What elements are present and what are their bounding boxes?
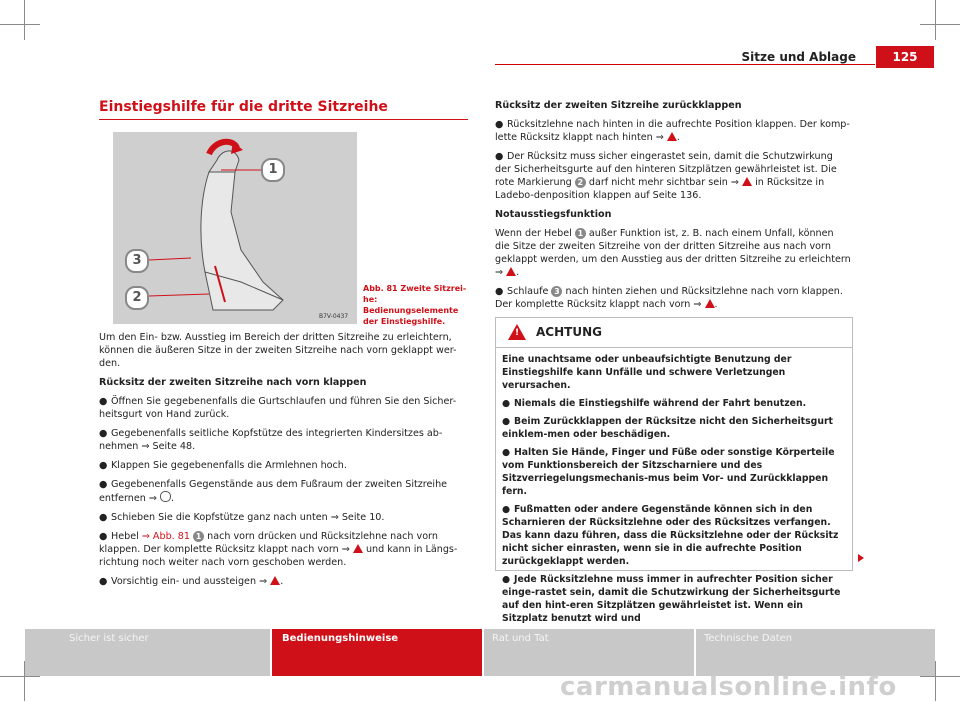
section-title: Einstiegshilfe für die dritte Sitzreihe — [99, 99, 388, 115]
list-item: ● Niemals die Einstiegshilfe während der Fahrt benutzen. — [502, 398, 807, 409]
figure-caption: Abb. 81 Zweite Sitzrei-he: Bedienungselemente der Einstiegshilfe. — [363, 284, 467, 326]
warning-icon — [270, 576, 280, 585]
callout-1: 1 — [261, 158, 285, 182]
list-item: ● Der Rücksitz muss sicher eingerastet sein, damit die Schutzwirkung der Sicherheitsgurte auf den hinteren Sitzplätzen gewährleistet ist. Die rote Markierung 2 darf nicht mehr sichtbar sein ⇒ in Rücksitze in Ladebo-denposition klappen auf Seite 136. — [495, 151, 837, 201]
list-item: ● Gegebenenfalls seitliche Kopfstütze des integrierten Kindersitzes ab-nehmen ⇒ Seite 48. — [99, 428, 443, 452]
warning-box — [495, 317, 853, 624]
seat-illustration — [113, 132, 357, 324]
list-item: ● Fußmatten oder andere Gegenstände können sich in den Scharnieren der Rücksitzlehne oder des Rücksitzes verfangen. Das kann dazu führen, dass die Rücksitzlehne oder der Rücksitz nicht sicher einrasten, wenn sie in die aufrechte Position zurückgeklappt werden. — [502, 504, 839, 567]
list-item: ● Schlaufe 3 nach hinten ziehen und Rücksitzlehne nach vorn klappen. Der komplette Rücksitz klappt nach vorn ⇒ . — [495, 286, 843, 310]
warning-icon — [667, 132, 677, 141]
footer-tab-active[interactable]: Bedienungshinweise — [272, 629, 482, 676]
header-rule — [495, 64, 875, 65]
crop-mark — [920, 24, 960, 25]
crop-mark — [935, 0, 936, 40]
list-item: ● Rücksitzlehne nach hinten in die aufrechte Position klappen. Der komp-lette Rücksitz klappt nach hinten ⇒ . — [495, 119, 850, 143]
left-column — [99, 331, 468, 594]
list-item: ● Öffnen Sie gegebenenfalls die Gurtschlaufen und führen Sie den Sicher-heitsgurt von Hand zurück. — [99, 396, 457, 420]
continue-arrow-icon — [858, 554, 864, 562]
running-header-title: Sitze und Ablage — [741, 50, 856, 64]
list-item: ● Klappen Sie gegebenenfalls die Armlehnen hoch. — [99, 460, 347, 471]
list-item: ● Halten Sie Hände, Finger und Füße oder sonstige Körperteile vom Funktionsbereich der Sitzscharniere und des Sitzverriegelungsmechanis-mus beim Vor- und Zurückklappen fern. — [502, 447, 835, 497]
watermark: carmanualsonline.info — [560, 672, 897, 702]
subheading: Notausstiegsfunktion — [495, 209, 612, 220]
callout-3: 3 — [125, 249, 149, 273]
crop-mark — [920, 676, 960, 677]
warning-icon — [742, 177, 752, 186]
list-item: ● Beim Zurückklappen der Rücksitze nicht den Sicherheitsgurt einklem-men oder beschädigen. — [502, 416, 833, 440]
crop-mark — [0, 676, 40, 677]
footer-tab[interactable]: Sicher ist sicher — [25, 629, 270, 676]
warning-icon — [506, 267, 516, 276]
callout-ref: 1 — [193, 531, 204, 542]
right-column — [495, 99, 851, 317]
list-item: ● Gegebenenfalls Gegenstände aus dem Fußraum der zweiten Sitzreihe entfernen ⇒ . — [99, 479, 448, 504]
callout-ref: 2 — [575, 177, 586, 188]
list-item: ● Hebel ⇒ Abb. 81 1 nach vorn drücken und Rücksitzlehne nach vorn klappen. Der komplette Rücksitz klappt nach vorn ⇒ und kann in Längs-richtung noch weiter nach vorn geschoben werden. — [99, 531, 458, 568]
info-icon — [160, 491, 171, 502]
subheading: Rücksitz der zweiten Sitzreihe nach vorn klappen — [99, 377, 367, 388]
seat-drawing — [113, 132, 357, 324]
footer-tab[interactable]: Technische Daten — [696, 629, 935, 676]
warning-header — [496, 318, 852, 348]
warning-body — [502, 353, 848, 630]
paragraph: Wenn der Hebel 1 außer Funktion ist, z. B. nach einem Unfall, können die Sitze der zweiten Sitzreihe von der dritten Sitzreihe aus nach vorn geklappt werden, um den Ausstieg aus der dritten Sitzreihe zu erleichtern ⇒ . — [495, 228, 851, 278]
warning-intro: Eine unachtsame oder unbeaufsichtigte Benutzung der Einstiegshilfe kann Unfälle und schwere Verletzungen verursachen. — [502, 354, 792, 391]
callout-2: 2 — [125, 286, 149, 310]
subheading: Rücksitz der zweiten Sitzreihe zurückklappen — [495, 100, 742, 111]
figure-code: B7V-0437 — [319, 313, 349, 320]
figure-link[interactable]: ⇒ Abb. 81 — [141, 531, 190, 542]
warning-icon — [353, 544, 363, 553]
crop-mark — [0, 24, 40, 25]
list-item: ● Vorsichtig ein- und aussteigen ⇒ . — [99, 576, 284, 587]
list-item: ● Jede Rücksitzlehne muss immer in aufrechter Position sicher einge-rastet sein, damit die Schutzwirkung der Sicherheitsgurte auf den hint-eren Sitzplätzen gewährleistet ist. Wenn ein Sitzplatz benutzt wird und — [502, 574, 841, 624]
page-number: 125 — [876, 46, 934, 68]
footer-tab[interactable]: Rat und Tat — [484, 629, 694, 676]
crop-mark — [24, 0, 25, 40]
callout-ref: 1 — [575, 228, 586, 239]
intro-paragraph: Um den Ein- bzw. Ausstieg im Bereich der dritten Sitzreihe zu erleichtern, können die äußeren Sitze in der zweiten Sitzreihe nach vorn geklappt wer-den. — [99, 332, 457, 369]
callout-ref: 3 — [551, 286, 562, 297]
exclamation-icon: ! — [514, 328, 520, 338]
warning-title: ACHTUNG — [536, 325, 602, 339]
section-rule — [99, 119, 468, 120]
warning-icon — [705, 299, 715, 308]
crop-mark — [935, 661, 936, 701]
list-item: ● Schieben Sie die Kopfstütze ganz nach unten ⇒ Seite 10. — [99, 512, 385, 523]
